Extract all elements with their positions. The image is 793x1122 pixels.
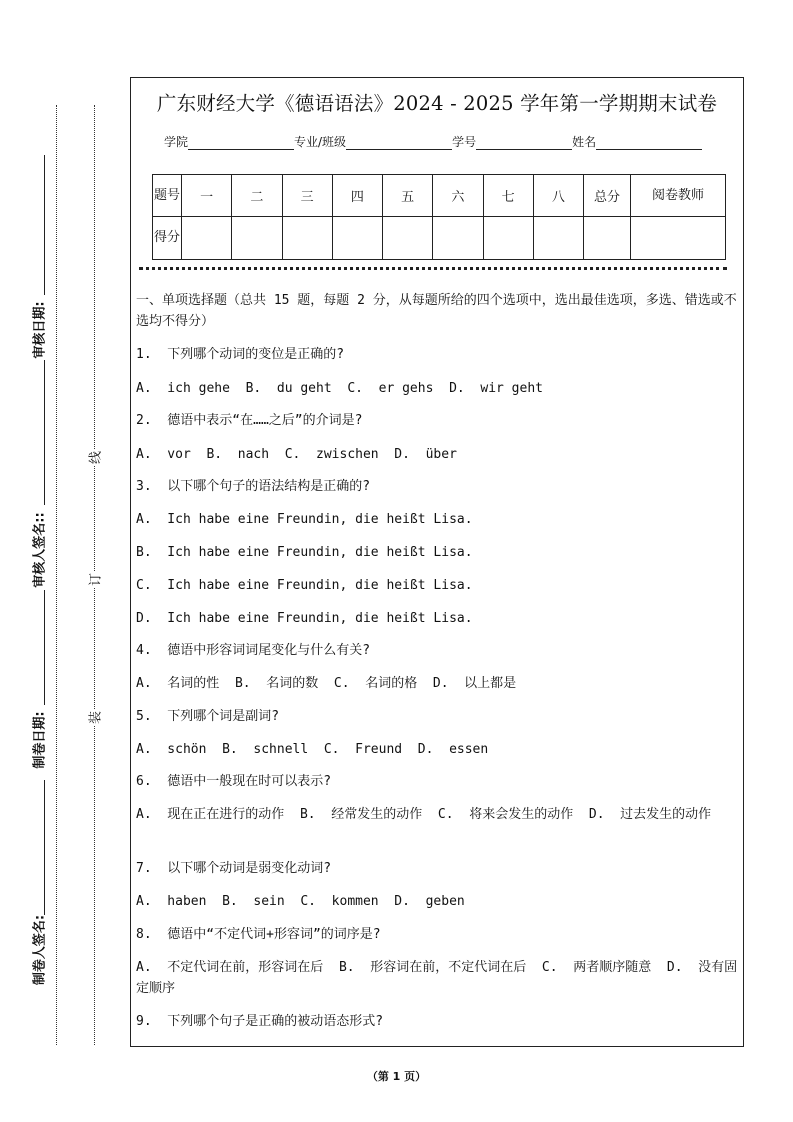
author-date-line	[44, 590, 45, 705]
score-col-total: 总分	[584, 175, 631, 217]
score-row-label-score: 得分	[153, 217, 182, 260]
field-major-blank[interactable]	[346, 137, 452, 150]
binding-char-bind: 装	[85, 710, 104, 726]
score-table	[152, 174, 726, 260]
question-3-option-a: A. Ich habe eine Freundin, die heißt Lisa.	[136, 512, 473, 527]
score-cell-grader[interactable]	[631, 217, 726, 260]
question-1-options: A. ich gehe B. du geht C. er gehs D. wir geht	[136, 381, 543, 396]
score-cell-8[interactable]	[533, 217, 583, 260]
field-id-label: 学号	[452, 135, 477, 149]
score-row-label-question: 题号	[153, 175, 182, 217]
binding-char-line: 线	[85, 450, 104, 466]
author-signature-line	[44, 780, 45, 915]
score-cell-4[interactable]	[332, 217, 382, 260]
score-col-6: 六	[433, 175, 483, 217]
question-7: 7. 以下哪个动词是弱变化动词?	[136, 861, 332, 876]
question-5: 5. 下列哪个词是副词?	[136, 709, 280, 724]
question-3-option-b: B. Ich habe eine Freundin, die heißt Lisa.	[136, 545, 473, 560]
question-8: 8. 德语中“不定代词+形容词”的词序是?	[136, 927, 381, 942]
score-col-grader: 阅卷教师	[631, 175, 726, 217]
score-cell-7[interactable]	[483, 217, 533, 260]
binding-char-staple: 订	[85, 572, 104, 588]
score-col-4: 四	[332, 175, 382, 217]
question-5-options: A. schön B. schnell C. Freund D. essen	[136, 742, 489, 757]
question-2-options: A. vor B. nach C. zwischen D. über	[136, 447, 457, 462]
exam-title: 广东财经大学《德语语法》2024 - 2025 学年第一学期期末试卷	[156, 92, 718, 115]
section-heading: 一、单项选择题（总共 15 题，每题 2 分，从每题所给的四个选项中，选出最佳选项，多选、错选或不选均不得分）	[136, 293, 737, 329]
score-col-8: 八	[533, 175, 583, 217]
score-cell-1[interactable]	[182, 217, 232, 260]
field-college-blank[interactable]	[188, 137, 294, 150]
field-major-label: 专业/班级	[294, 135, 347, 149]
section-separator	[139, 267, 727, 270]
question-2: 2. 德语中表示“在……之后”的介词是?	[136, 413, 363, 428]
question-7-options: A. haben B. sein C. kommen D. geben	[136, 894, 465, 909]
field-id-blank[interactable]	[476, 137, 572, 150]
reviewer-signature-line	[44, 360, 45, 505]
score-cell-6[interactable]	[433, 217, 483, 260]
field-college-label: 学院	[164, 135, 189, 149]
score-cell-5[interactable]	[383, 217, 433, 260]
question-6: 6. 德语中一般现在时可以表示?	[136, 774, 332, 789]
question-6-options: A. 现在正在进行的动作 B. 经常发生的动作 C. 将来会发生的动作 D. 过去发生的动作	[136, 807, 712, 822]
question-3: 3. 以下哪个句子的语法结构是正确的?	[136, 479, 371, 494]
question-3-option-c: C. Ich habe eine Freundin, die heißt Lisa.	[136, 578, 473, 593]
score-col-7: 七	[483, 175, 533, 217]
score-cell-2[interactable]	[232, 217, 282, 260]
question-4: 4. 德语中形容词词尾变化与什么有关?	[136, 643, 371, 658]
page-footer: （第 1 页）	[366, 1070, 427, 1083]
field-name-blank[interactable]	[596, 137, 702, 150]
reviewer-date-line	[44, 155, 45, 295]
score-cell-total[interactable]	[584, 217, 631, 260]
exam-frame	[130, 77, 744, 1047]
question-3-option-d: D. Ich habe eine Freundin, die heißt Lisa.	[136, 611, 473, 626]
field-name-label: 姓名	[572, 135, 597, 149]
score-col-1: 一	[182, 175, 232, 217]
score-cell-3[interactable]	[282, 217, 332, 260]
score-col-2: 二	[232, 175, 282, 217]
student-info-row	[164, 133, 702, 150]
question-1: 1. 下列哪个动词的变位是正确的?	[136, 347, 345, 362]
question-8-options: A. 不定代词在前，形容词在后 B. 形容词在前，不定代词在后 C. 两者顺序随意 D. 没有固定顺序	[136, 960, 738, 996]
score-col-3: 三	[282, 175, 332, 217]
score-table-header-row	[153, 175, 726, 217]
score-table-score-row	[153, 217, 726, 260]
question-4-options: A. 名词的性 B. 名词的数 C. 名词的格 D. 以上都是	[136, 676, 517, 691]
question-9: 9. 下列哪个句子是正确的被动语态形式?	[136, 1014, 384, 1029]
score-col-5: 五	[383, 175, 433, 217]
binding-dotted-line-outer	[56, 105, 57, 1045]
